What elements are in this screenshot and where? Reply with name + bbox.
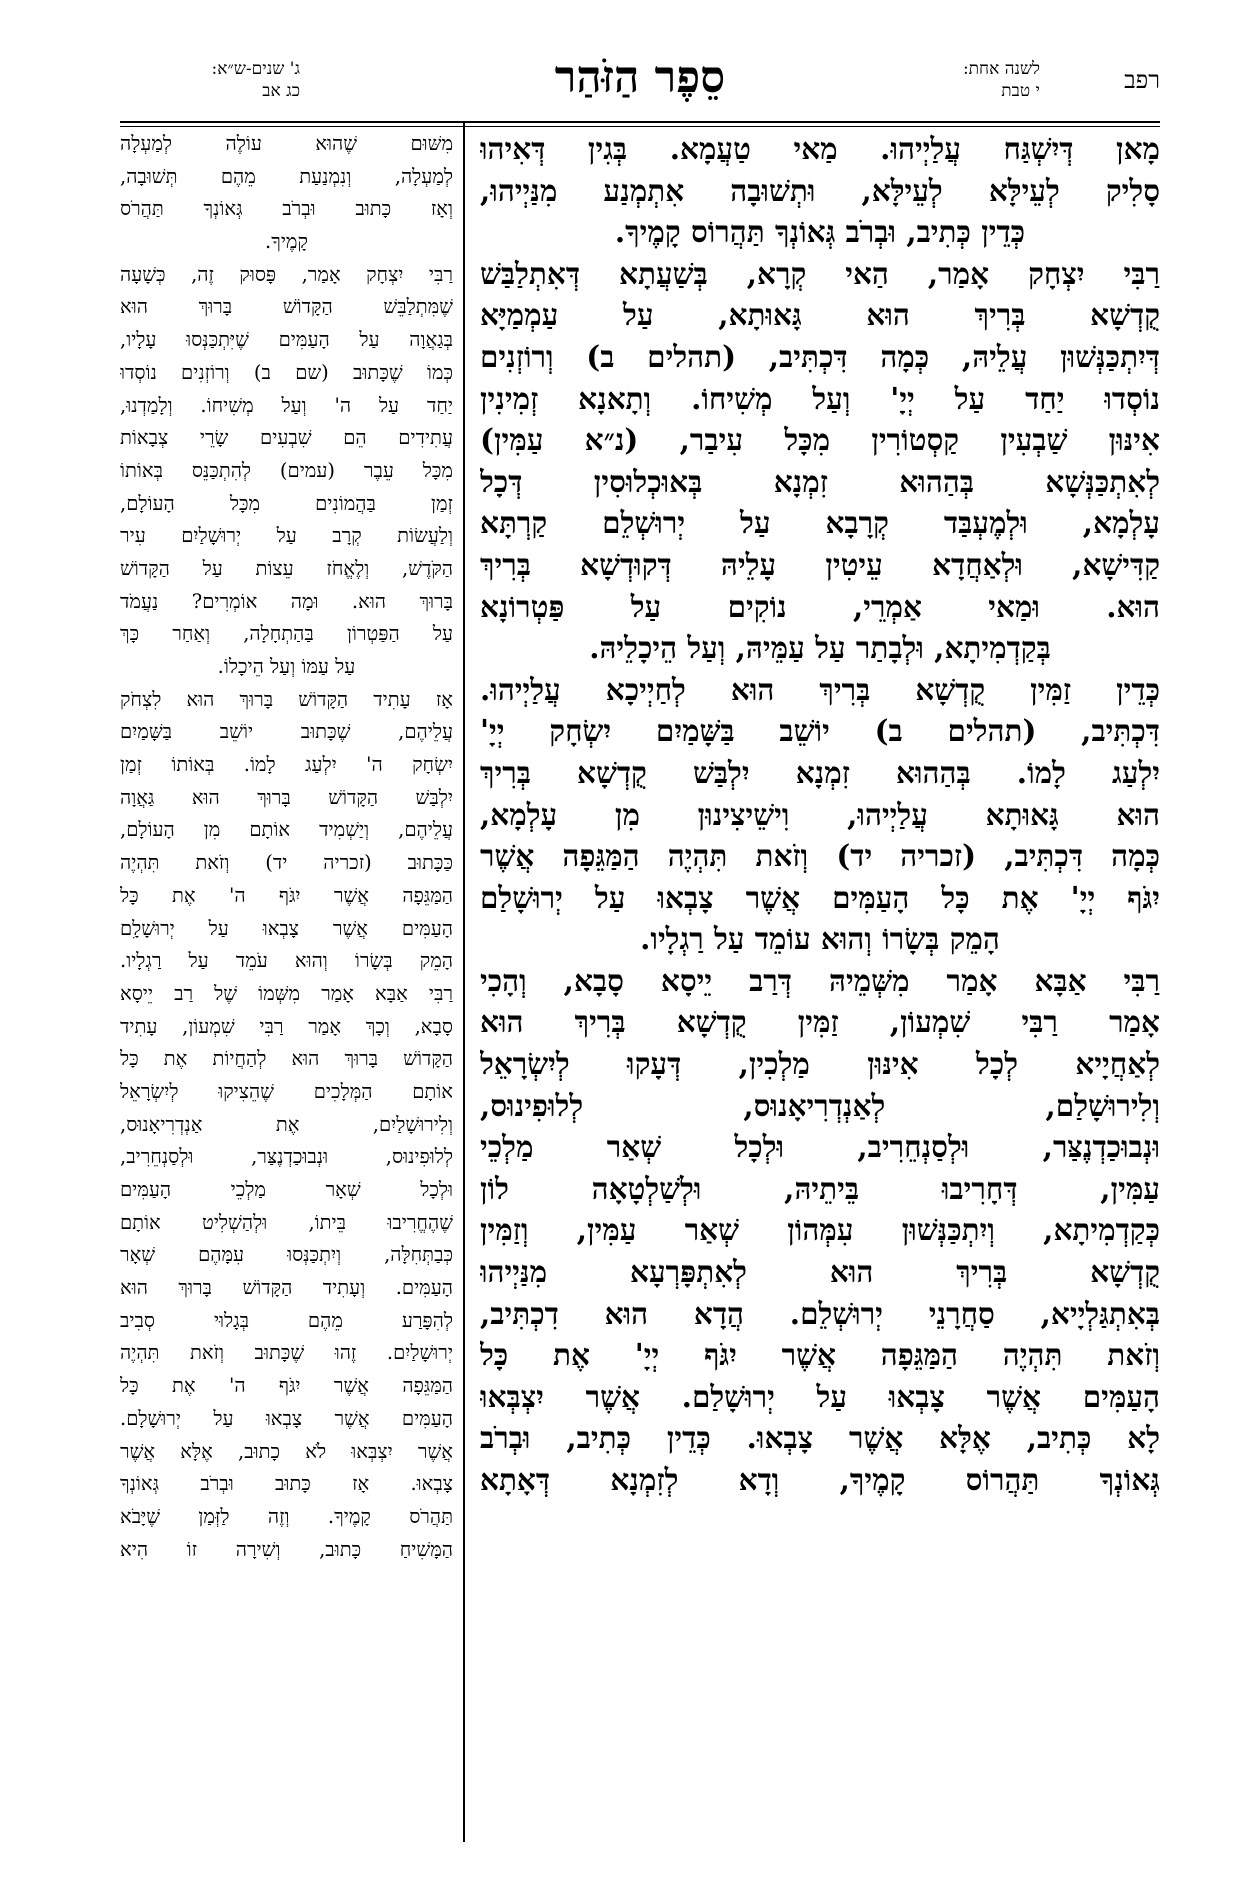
translation-text-line: בָּרוּךְ הוּא. וּמָה אוֹמְרִים? נַעֲמֹד <box>120 589 453 613</box>
main-text-line: רַבִּי אַבָּא אָמַר מִשְּׁמֵיהּ דְּרַב יֵיסָא סָבָא, וְהָכִי <box>480 962 1160 998</box>
hebrew-translation-text <box>120 128 453 1566</box>
translation-text-line: אָז עָתִיד הַקָּדוֹשׁ בָּרוּךְ הוּא לִצְחֹק <box>120 687 453 711</box>
translation-text-line: רַבִּי יִצְחָק אָמַר, פָּסוּק זֶה, כְּשָׁעָה <box>120 262 453 286</box>
main-text-line: אִינּוּן שַׁבְעִין קַסְטוֹרִין מִכָּל עִיבַר, (נ״א עַמִּין) <box>480 422 1160 458</box>
translation-text-line: צָבְאוּ. אָז כָּתוּב וּבְרֹב גְּאוֹנְךָ <box>120 1472 453 1496</box>
translation-text-line: עֲלֵיהֶם, שֶׁכָּתוּב יוֹשֵׁב בַּשָּׁמַיִם <box>120 720 453 744</box>
translation-text-line: הַמָּשִׁיחַ כָּתוּב, וְשִׁירָה זוֹ הִיא <box>120 1537 453 1561</box>
translation-text-line: שֶׁמִּתְלַבֵּשׁ הַקָּדוֹשׁ בָּרוּךְ הוּא <box>120 295 453 319</box>
page-header <box>120 52 1160 120</box>
translation-text-line: שֶׁהֶחֱרִיבוּ בֵּיתוֹ, וּלְהַשְׁלִיט אוֹתָם <box>120 1210 453 1234</box>
main-text-line: יִגֹּף יְיָ' אֶת כָּל הָעַמִּים אֲשֶׁר צָבְאוּ עַל יְרוּשָׁלַם <box>480 879 1160 915</box>
header-right-line-2: י טבת <box>1001 81 1040 101</box>
main-text-line: וּנְבוּכַדְנֶצַּר, וּלְסַנְחֵרִיב, וּלְכָל שְׁאַר מַלְכֵי <box>480 1129 1160 1165</box>
main-text-line: אָמַר רַבִּי שִׁמְעוֹן, זַמִּין קֻדְשָׁא בְּרִיךְ הוּא <box>480 1004 1160 1040</box>
main-text-line: סָלִיק לְעֵילָּא לְעֵילָּא, וּתְשׁוּבָה אִתְמְנַע מִנַּיְיהוּ, <box>480 172 1160 208</box>
main-text-line: יִלְעַג לָמוֹ. בְּהַהוּא זִמְנָא יִלְבַּשׁ קֻדְשָׁא בְּרִיךְ <box>480 754 1160 790</box>
translation-text-line: עֲלֵיהֶם, וְיַשְׁמִיד אוֹתָם מִן הָעוֹלָם, <box>120 818 453 842</box>
translation-text-line: הַמַּגֵּפָה אֲשֶׁר יִגֹּף ה' אֶת כָּל <box>120 883 453 907</box>
main-text-line: כְּדֵין זַמִּין קֻדְשָׁא בְּרִיךְ הוּא לְחַיְיכָא עֲלַיְיהוּ. <box>480 671 1160 707</box>
main-text-line: גְּאוֹנְךָ תַּהֲרוֹס קָמֶיךָ, וְדָא לְזִמְנָא דְּאָתָא <box>480 1462 1160 1497</box>
translation-text-line: רַבִּי אַבָּא אָמַר מִשְּׁמוֹ שֶׁל רַב יֵיסָא <box>120 981 453 1005</box>
main-text-line: כְּמָה דִּכְתִּיב, (זכריה יד) וְזֹאת תִּהְיֶה הַמַּגֵּפָה אֲשֶׁר <box>480 838 1160 874</box>
main-text-line: הָמֵק בְּשָׂרוֹ וְהוּא עוֹמֵד עַל רַגְלָיו. <box>640 921 1000 957</box>
main-text-line: קַדִּישָׁא, וּלְאַחֲדָא עֵיטִין עָלֵיהּ דְּקוּדְשָׁא בְּרִיךְ <box>480 546 1160 582</box>
translation-text-line: הַקֹּדֶשׁ, וְלֶאֱחֹז עֵצוֹת עַל הַקָּדוֹשׁ <box>120 556 453 580</box>
main-text-line: הוּא גָּאוּתָא עֲלַיְיהוּ, וִישֵׁיצִינוּן מִן עָלְמָא, <box>480 796 1160 832</box>
translation-text-line: מִשּׁוּם שֶׁהוּא עוֹלֶה לְמַעְלָה <box>120 132 453 155</box>
page-number: רפב <box>1124 66 1160 94</box>
header-right-line-1: לשנה אחת: <box>962 59 1040 79</box>
main-text-line: עָלְמָא, וּלְמֶעְבַּד קְרָבָא עַל יְרוּשְׁלֵם קַרְתָּא <box>480 505 1160 541</box>
main-text-line: עַמִּין, דְּחָרִיבוּ בֵּיתֵיהּ, וּלְשַׁלְטָאָה לוֹן <box>480 1170 1160 1206</box>
header-left-study-schedule <box>120 58 300 102</box>
translation-text-line: עֲתִידִים הֵם שִׁבְעִים שָׂרֵי צְבָאוֹת <box>120 426 453 450</box>
translation-text-line: אוֹתָם הַמְּלָכִים שֶׁהֵצִיקוּ לְיִשְׂרָאֵל <box>120 1079 453 1103</box>
translation-text-line: לְלוּפִינוּס, וּנְבוּכַדְנֶצַּר, וּלְסַנְחֵרִיב, <box>120 1145 453 1169</box>
main-text-line: רַבִּי יִצְחָק אָמַר, הַאי קְרָא, בְּשַׁעֲתָא דְּאִתְלַבַּשׁ <box>480 255 1160 291</box>
header-right-study-schedule <box>860 58 1040 102</box>
main-text-line: וְזֹאת תִּהְיֶה הַמַּגֵּפָה אֲשֶׁר יִגֹּף יְיָ' אֶת כָּל <box>480 1337 1160 1373</box>
translation-text-line: הָעַמִּים. וְעָתִיד הַקָּדוֹשׁ בָּרוּךְ הוּא <box>120 1276 453 1300</box>
translation-text-line: וְלִירוּשָׁלַיִם, אֶת אַנְדְרִיאָנוּס, <box>120 1112 453 1136</box>
header-rule-thin <box>120 126 1160 127</box>
aramaic-main-text <box>480 128 1160 1501</box>
main-text-line: קֻדְשָׁא בְּרִיךְ הוּא גָּאוּתָא, עַל עַמְמַיָּא <box>480 297 1160 333</box>
translation-text-line: לְהִפָּרַע מֵהֶם בְּגָלוּי סְבִיב <box>120 1308 453 1332</box>
translation-text-line: הָעַמִּים אֲשֶׁר צָבְאוּ עַל יְרוּשָׁלִָם <box>120 916 453 940</box>
main-text-line: לָא כְּתִיב, אֶלָּא אֲשֶׁר צָבְאוּ. כְּדֵין כְּתִיב, וּבְרֹב <box>480 1420 1160 1456</box>
translation-text-line: מִכָּל עֵבֶר (עמים) לְהִתְכַּנֵּס בְּאוֹתוֹ <box>120 458 453 482</box>
main-text-line: נוֹסְדוּ יַחַד עַל יְיָ' וְעַל מְשִׁיחוֹ. וְתָאנָא זְמִינִין <box>480 380 1160 416</box>
translation-text-line: עַל הַפַּטְרוֹן בַּהַתְחָלָה, וְאַחַר כָּךְ <box>120 622 453 646</box>
translation-text-line: יְרוּשָׁלַיִם. זֶהוּ שֶׁכָּתוּב וְזֹאת תִּהְיֶה <box>120 1341 453 1365</box>
translation-text-line: כְּמוֹ שֶׁכָּתוּב (שם ב) וְרוֹזְנִים נוֹסְדוּ <box>120 360 453 384</box>
header-left-line-1: ג' שנים-ש״א: <box>211 59 300 79</box>
translation-text-line: סָבָא, וְכָךְ אָמַר רַבִּי שִׁמְעוֹן, עָתִיד <box>120 1014 453 1038</box>
main-text-line: מָאן דְּיִשְׁגַּח עֲלַיְיהוּ. מַאי טַעֲמָא. בְּגִין דְּאִיהוּ <box>480 131 1160 166</box>
translation-text-line: הָמֵק בְּשָׂרוֹ וְהוּא עֹמֵד עַל רַגְלָיו. <box>120 949 453 973</box>
main-text-line: דְּיִתְכַּנְּשׁוּן עֲלֵיהּ, כְּמָה דִּכְתִּיב, (תהלים ב) וְרוֹזְנִים <box>480 338 1160 374</box>
main-text-line: וְלִירוּשָׁלַם, לְאַנְדְרִיאָנוּס, לְלוּפִינוּס, <box>480 1087 1160 1123</box>
translation-text-line: קָמֶיךָ. <box>265 230 308 254</box>
translation-text-line: וְאָז כָּתוּב וּבְרֹב גְּאוֹנְךָ תַּהֲרֹס <box>120 197 453 221</box>
main-text-line: הוּא. וּמַאי אַמְרֵי, נוֹקִים עַל פַּטְרוֹנָא <box>480 588 1160 624</box>
translation-text-line: הָעַמִּים אֲשֶׁר צָבְאוּ עַל יְרוּשָׁלָם. <box>120 1406 453 1430</box>
main-text-line: כְּדֵין כְּתִיב, וּבְרֹב גְּאוֹנְךָ תַּהֲרוֹס קָמֶיךָ. <box>614 214 1026 250</box>
header-rule <box>120 121 1160 123</box>
translation-text-line: הַקָּדוֹשׁ בָּרוּךְ הוּא לְהַחֲיוֹת אֶת כָּל <box>120 1047 453 1071</box>
translation-text-line: אֲשֶׁר יִצְבְּאוּ לֹא כָתוּב, אֶלָּא אֲשֶׁר <box>120 1439 453 1463</box>
translation-text-line: וּלְכָל שְׁאָר מַלְכֵי הָעַמִּים <box>120 1178 453 1201</box>
translation-text-line: כְּבַתְּחִלָּה, וְיִתְכַּנְּסוּ עִמָּהֶם שְׁאָר <box>120 1243 453 1267</box>
main-text-line: בְּקַדְמִיתָא, וּלְבָתַר עַל עַמֵּיהּ, וְעַל הֵיכָלֵיהּ. <box>589 630 1051 666</box>
translation-text-line: בְּגַאֲוָה עַל הָעַמִּים שֶׁיִּתְכַּנְּסוּ עָלָיו, <box>120 328 453 352</box>
translation-text-line: יִשְׂחָק ה' יִלְעַג לָמוֹ. בְּאוֹתוֹ זְמַן <box>120 753 453 777</box>
translation-text-line: תַּהֲרֹס קָמֶיךָ. וְזֶה לַזְּמַן שֶׁיָּבֹא <box>120 1504 453 1528</box>
translation-text-line: יַחַד עַל ה' וְעַל מְשִׁיחוֹ. וְלָמַדְנוּ, <box>120 393 453 417</box>
main-text-line: בְּאִתְגַּלְיָיא, סַחֲרָנֵי יְרוּשְׁלֵם. הֲדָא הוּא דִכְתִּיב, <box>480 1295 1160 1331</box>
header-left-line-2: כג אב <box>262 81 300 101</box>
translation-text-line: יִלְבַּשׁ הַקָּדוֹשׁ בָּרוּךְ הוּא גַּאֲוָה <box>120 785 453 809</box>
translation-text-line: הַמַּגֵּפָה אֲשֶׁר יִגֹּף ה' אֶת כָּל <box>120 1374 453 1398</box>
translation-text-line: וְלַעֲשׂוֹת קְרָב עַל יְרוּשָׁלַיִם עִיר <box>120 524 453 548</box>
translation-text-line: זְמַן בַּהֲמוֹנִים מִכָּל הָעוֹלָם, <box>120 491 453 515</box>
main-text-line: קֻדְשָׁא בְּרִיךְ הוּא לְאִתְפָּרְעָא מִנַּיְיהוּ <box>480 1254 1160 1290</box>
main-text-line: לְאַחֲיָיא לְכָל אִינּוּן מַלְכִין, דְּעָקוּ לְיִשְׂרָאֵל <box>480 1046 1160 1082</box>
translation-text-line: עַל עַמּוֹ וְעַל הֵיכָלוֹ. <box>217 655 356 678</box>
translation-text-line: כַּכָּתוּב (זכריה יד) וְזֹאת תִּהְיֶה <box>120 851 453 875</box>
translation-text-line: לְמַעְלָה, וְנִמְנַעַת מֵהֶם תְּשׁוּבָה, <box>120 164 453 188</box>
main-text-line: דִּכְתִּיב, (תהלים ב) יוֹשֵׁב בַּשָּׁמַיִם יִשְׂחָק יְיָ' <box>480 713 1160 749</box>
main-text-line: הָעַמִּים אֲשֶׁר צָבְאוּ עַל יְרוּשָׁלַם. אֲשֶׁר יִצְבְּאוּ <box>480 1378 1160 1414</box>
column-divider <box>463 122 465 1842</box>
main-text-line: כְּקַדְמִיתָא, וְיִתְכַּנְּשׁוּן עִמְּהוֹן שְׁאַר עַמִּין, וְזַמִּין <box>480 1212 1160 1248</box>
main-text-line: לְאִתְכַּנְּשָׁא בְּהַהוּא זִמְנָא בְּאוּכְלוּסִין דְּכָל <box>480 463 1160 499</box>
book-title: סֵפֶר הַזֹּהַר <box>554 52 726 103</box>
